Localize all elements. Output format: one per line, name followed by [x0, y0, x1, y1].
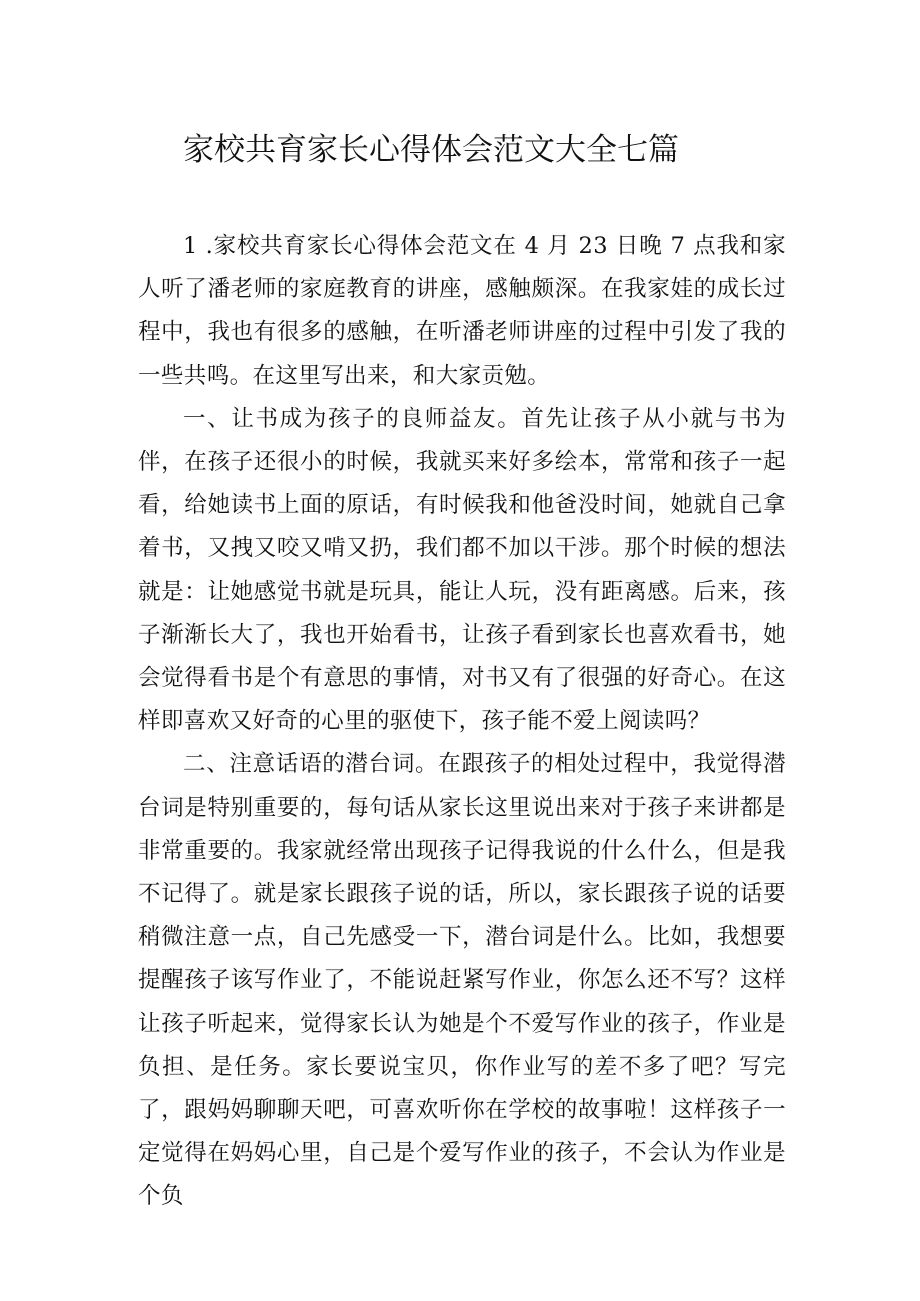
document-title: 家校共育家长心得体会范文大全七篇 — [183, 132, 679, 168]
paragraph-intro: 1 .家校共育家长心得体会范文在 4 月 23 日晚 7 点我和家人听了潘老师的家庭教育的讲座，感触颇深。在我家娃的成长过程中，我也有很多的感触，在听潘老师讲座的过程中引发了我的一些共鸣。在这里写出来，和大家贡勉。 — [138, 233, 786, 389]
document-body — [138, 225, 786, 1219]
paragraph-reading-books: 一、让书成为孩子的良师益友。首先让孩子从小就与书为伴，在孩子还很小的时候，我就买来好多绘本，常常和孩子一起看，给她读书上面的原话，有时候我和他爸没时间，她就自己拿着书，又拽又咬又啃又扔，我们都不加以干涉。那个时候的想法就是：让她感觉书就是玩具，能让人玩，没有距离感。后来，孩子渐渐长大了，我也开始看书，让孩子看到家长也喜欢看书，她会觉得看书是个有意思的事情，对书又有了很强的好奇心。在这样即喜欢又好奇的心里的驱使下，孩子能不爱上阅读吗？ — [138, 405, 786, 735]
paragraph-subtext-of-words: 二、注意话语的潜台词。在跟孩子的相处过程中，我觉得潜台词是特别重要的，每句话从家长这里说出来对于孩子来讲都是非常重要的。我家就经常出现孩子记得我说的什么什么，但是我不记得了。就是家长跟孩子说的话，所以，家长跟孩子说的话要稍微注意一点，自己先感受一下，潜台词是什么。比如，我想要提醒孩子该写作业了，不能说赶紧写作业，你怎么还不写？这样让孩子听起来，觉得家长认为她是个不爱写作业的孩子，作业是负担、是任务。家长要说宝贝，你作业写的差不多了吧？写完了，跟妈妈聊聊天吧，可喜欢听你在学校的故事啦！这样孩子一定觉得在妈妈心里，自己是个爱写作业的孩子，不会认为作业是个负 — [138, 751, 786, 1210]
